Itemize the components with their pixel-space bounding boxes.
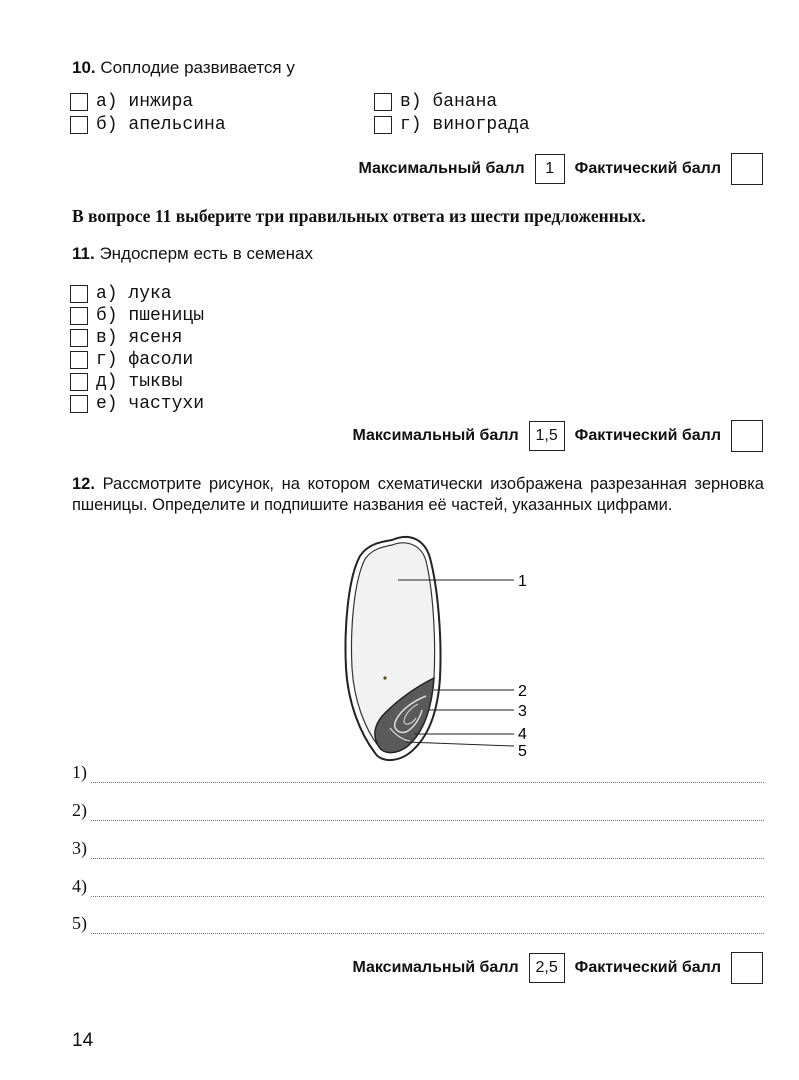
checkbox[interactable] bbox=[70, 373, 88, 391]
q11-option-f[interactable] bbox=[70, 394, 204, 414]
q11-score bbox=[352, 420, 763, 452]
checkbox[interactable] bbox=[70, 351, 88, 369]
q10-score bbox=[358, 153, 763, 185]
label-5: 5 bbox=[518, 743, 527, 760]
q10-text: Соплодие развивается у bbox=[100, 58, 295, 77]
actual-score-field[interactable] bbox=[731, 952, 763, 984]
answer-field[interactable] bbox=[91, 919, 764, 934]
q10-title bbox=[72, 58, 295, 78]
actual-score-label: Фактический балл bbox=[574, 427, 721, 444]
actual-score-field[interactable] bbox=[731, 420, 763, 452]
answer-field[interactable] bbox=[91, 844, 764, 859]
q10-option-b[interactable] bbox=[70, 115, 226, 135]
label-4: 4 bbox=[518, 726, 527, 743]
wheat-grain-diagram bbox=[330, 528, 540, 768]
q11-text: Эндосперм есть в семенах bbox=[99, 244, 313, 263]
answer-number: 4) bbox=[72, 876, 87, 896]
q11-option-d[interactable] bbox=[70, 350, 193, 370]
answer-line-4[interactable] bbox=[72, 876, 764, 897]
actual-score-label: Фактический балл bbox=[574, 160, 721, 177]
max-score-value: 1 bbox=[535, 154, 565, 184]
checkbox[interactable] bbox=[70, 93, 88, 111]
max-score-label: Максимальный балл bbox=[352, 959, 519, 976]
q12-number: 12. bbox=[72, 475, 95, 493]
option-label: а) лука bbox=[96, 284, 172, 304]
checkbox[interactable] bbox=[374, 116, 392, 134]
q12-score bbox=[352, 952, 763, 984]
answer-field[interactable] bbox=[91, 882, 764, 897]
option-label: г) фасоли bbox=[96, 350, 194, 370]
q12-text: Рассмотрите рисунок, на котором схематически изображена разрезанная зерновка пшеницы. Определите и подпишите названия её частей, указанных цифрами. bbox=[72, 475, 764, 514]
dot bbox=[383, 676, 386, 679]
q10-number: 10. bbox=[72, 58, 96, 77]
option-label: а) инжира bbox=[96, 92, 194, 112]
answer-number: 5) bbox=[72, 913, 87, 933]
q10-option-d[interactable] bbox=[374, 115, 530, 135]
label-2: 2 bbox=[518, 683, 527, 700]
actual-score-field[interactable] bbox=[731, 153, 763, 185]
answer-number: 3) bbox=[72, 838, 87, 858]
q11-title bbox=[72, 244, 313, 264]
q11-option-b[interactable] bbox=[70, 306, 204, 326]
q11-option-a[interactable] bbox=[70, 284, 172, 304]
answer-line-2[interactable] bbox=[72, 800, 764, 821]
answer-number: 2) bbox=[72, 800, 87, 820]
page-number: 14 bbox=[72, 1030, 94, 1051]
option-label: в) банана bbox=[400, 92, 498, 112]
checkbox[interactable] bbox=[70, 285, 88, 303]
checkbox[interactable] bbox=[70, 307, 88, 325]
option-label: в) ясеня bbox=[96, 328, 183, 348]
answer-field[interactable] bbox=[91, 768, 764, 783]
q11-number: 11. bbox=[72, 244, 95, 263]
checkbox[interactable] bbox=[70, 329, 88, 347]
max-score-value: 2,5 bbox=[529, 953, 565, 983]
option-label: д) тыквы bbox=[96, 372, 183, 392]
checkbox[interactable] bbox=[70, 395, 88, 413]
leader-line-5 bbox=[406, 742, 514, 746]
option-label: б) апельсина bbox=[96, 115, 226, 135]
q10-option-a[interactable] bbox=[70, 92, 193, 112]
q10-option-c[interactable] bbox=[374, 92, 497, 112]
q12-text-block bbox=[72, 474, 764, 516]
max-score-label: Максимальный балл bbox=[358, 160, 525, 177]
q11-option-e[interactable] bbox=[70, 372, 182, 392]
answer-number: 1) bbox=[72, 762, 87, 782]
answer-line-3[interactable] bbox=[72, 838, 764, 859]
answer-line-5[interactable] bbox=[72, 913, 764, 934]
max-score-label: Максимальный балл bbox=[352, 427, 519, 444]
label-1: 1 bbox=[518, 573, 527, 590]
checkbox[interactable] bbox=[70, 116, 88, 134]
option-label: б) пшеницы bbox=[96, 306, 205, 326]
instruction: В вопросе 11 выберите три правильных ответа из шести предложенных. bbox=[72, 206, 646, 226]
checkbox[interactable] bbox=[374, 93, 392, 111]
answer-field[interactable] bbox=[91, 806, 764, 821]
q11-option-c[interactable] bbox=[70, 328, 182, 348]
option-label: е) частухи bbox=[96, 394, 205, 414]
max-score-value: 1,5 bbox=[529, 421, 565, 451]
option-label: г) винограда bbox=[400, 115, 530, 135]
answer-line-1[interactable] bbox=[72, 762, 764, 783]
label-3: 3 bbox=[518, 703, 527, 720]
actual-score-label: Фактический балл bbox=[574, 959, 721, 976]
